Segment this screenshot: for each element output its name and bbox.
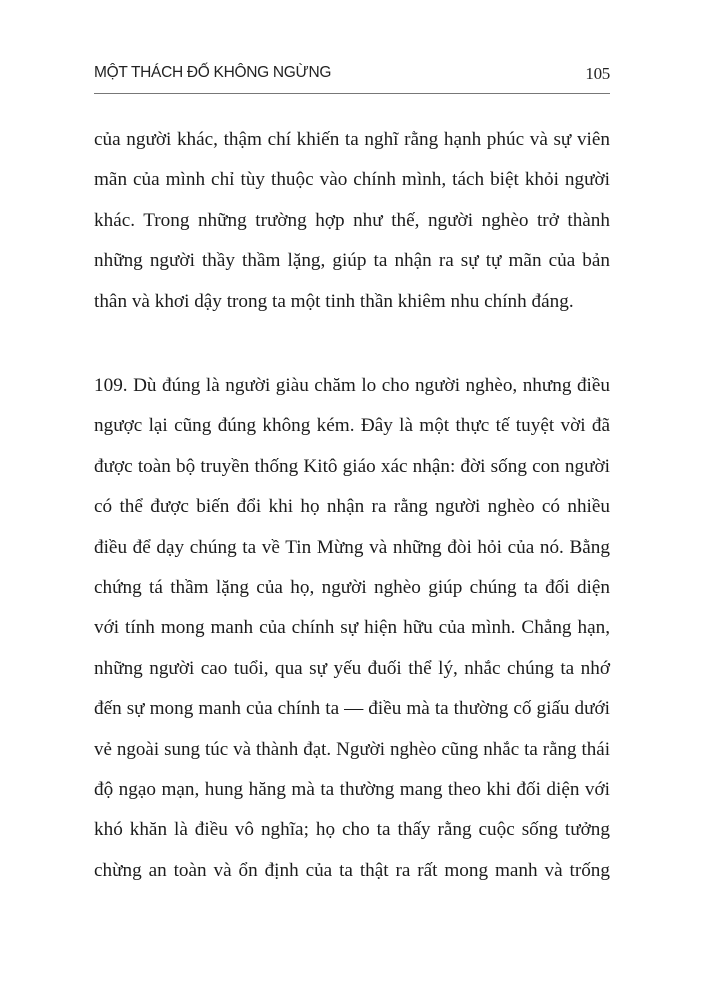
page-number: 105	[585, 64, 610, 83]
text-line: mãn của mình chỉ tùy thuộc vào chính mình, tách biệt khỏi người	[94, 169, 610, 191]
running-title: MỘT THÁCH ĐỐ KHÔNG NGỪNG	[94, 64, 332, 81]
paragraph-continued	[94, 120, 610, 322]
text-line: với tính mong manh của chính sự hiện hữu của mình. Chẳng hạn,	[94, 617, 610, 639]
text-line: khó khăn là điều vô nghĩa; họ cho ta thấy rằng cuộc sống tưởng	[94, 819, 610, 841]
text-line: những người cao tuổi, qua sự yếu đuối thể lý, nhắc chúng ta nhớ	[94, 657, 610, 679]
text-line: có thể được biến đổi khi họ nhận ra rằng người nghèo có nhiều	[94, 496, 610, 518]
text-line: của người khác, thậm chí khiến ta nghĩ rằng hạnh phúc và sự viên	[94, 129, 610, 150]
text-line: được toàn bộ truyền thống Kitô giáo xác nhận: đời sống con người	[94, 455, 610, 477]
text-line: chừng an toàn và ổn định của ta thật ra rất mong manh và trống	[94, 859, 610, 881]
text-line: độ ngạo mạn, hung hăng mà ta thường mang theo khi đối diện với	[94, 778, 610, 800]
text-line: khác. Trong những trường hợp như thế, người nghèo trở thành	[94, 209, 610, 231]
text-line: đến sự mong manh của chính ta — điều mà ta thường cố giấu dưới	[94, 698, 610, 720]
text-line: vẻ ngoài sung túc và thành đạt. Người nghèo cũng nhắc ta rằng thái	[94, 738, 610, 760]
running-header	[94, 62, 610, 88]
text-line: những người thầy thầm lặng, giúp ta nhận ra sự tự mãn của bản	[94, 250, 610, 272]
text-line: thân và khơi dậy trong ta một tinh thần khiêm nhu chính đáng.	[94, 290, 574, 312]
header-rule	[94, 93, 610, 94]
paragraph-109	[94, 366, 610, 891]
text-line: ngược lại cũng đúng không kém. Đây là một thực tế tuyệt vời đã	[94, 415, 610, 437]
text-line: chứng tá thầm lặng của họ, người nghèo giúp chúng ta đối diện	[94, 576, 610, 598]
text-line: 109. Dù đúng là người giàu chăm lo cho người nghèo, nhưng điều	[94, 375, 610, 396]
text-line: điều để dạy chúng ta về Tin Mừng và những đòi hỏi của nó. Bằng	[94, 536, 610, 558]
